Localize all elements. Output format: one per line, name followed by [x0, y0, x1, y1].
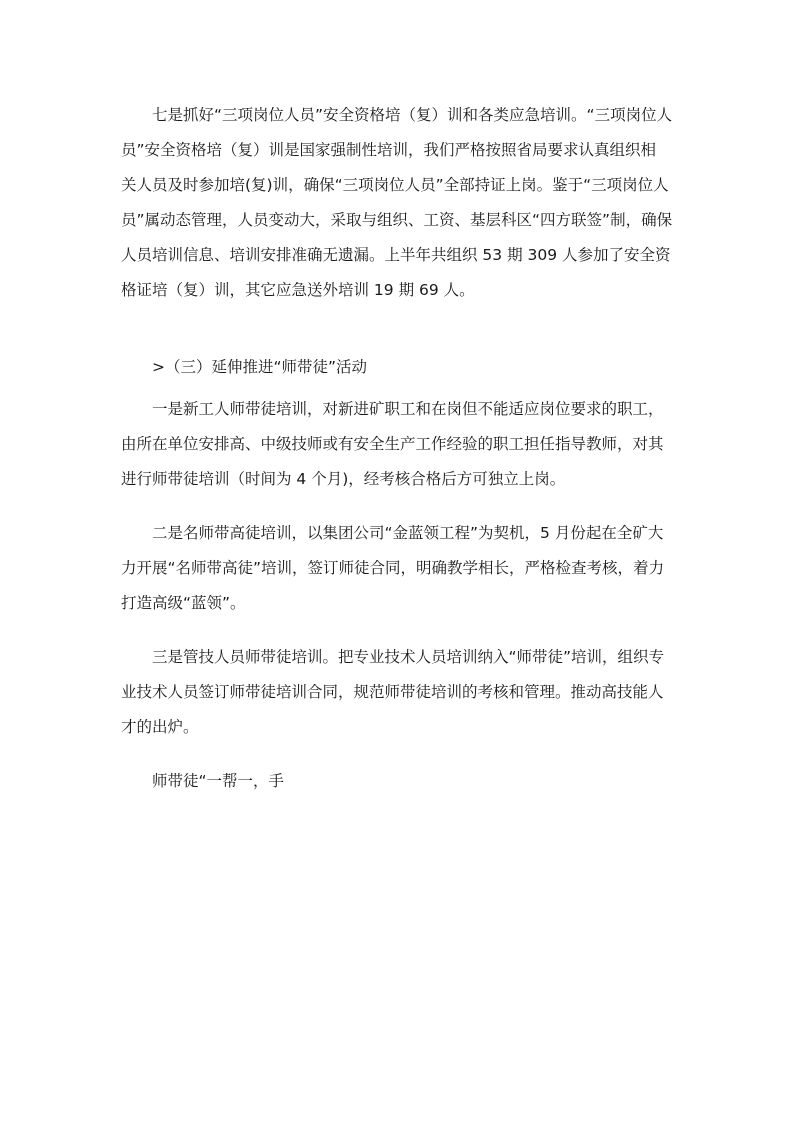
- paragraph-new-worker-training: 一是新工人师带徒培训，对新进矿职工和在岗但不能适应岗位要求的职工， 由所在单位安排高、中级技师或有安全生产工作经验的职工担任指导教师，对其 进行师带徒培训（时间为 4 个月)，经考核合格后方可独立上岗。: [121, 400, 664, 488]
- paragraph-training-seven: 七是抓好“三项岗位人员”安全资格培（复）训和各类应急培训。“三项岗位人 员”安全资格培（复）训是国家强制性培训，我们严格按照省局要求认真组织相 关人员及时参加培(复)训，确保“三项岗位人员”全部持证上岗。鉴于“三项岗位人 员”属动态管理，人员变动大，采取与组织、工资、基层科区“四方联签”制，确保 人员培训信息、培训安排准确无遗漏。上半年共组织 53 期 309 人参加了安全资 格证培（复）训，其它应急送外培训 19 期 69 人。: [121, 106, 673, 299]
- section-heading-apprenticeship: >（三）延伸推进“师带徒”活动: [121, 358, 368, 376]
- paragraph-technical-staff-training: 三是管技人员师带徒培训。把专业技术人员培训纳入“师带徒”培训，组织专 业技术人员签订师带徒培训合同，规范师带徒培训的考核和管理。推动高技能人 才的出炉。: [121, 648, 665, 736]
- paragraph-master-apprentice-training: 二是名师带高徒培训，以集团公司“金蓝领工程”为契机，5 月份起在全矿大 力开展“名师带高徒”培训，签订师徒合同，明确教学相长，严格检查考核，着力 打造高级“蓝领”。: [121, 524, 665, 612]
- paragraph-one-on-one: 师带徒“一帮一，手: [121, 772, 285, 790]
